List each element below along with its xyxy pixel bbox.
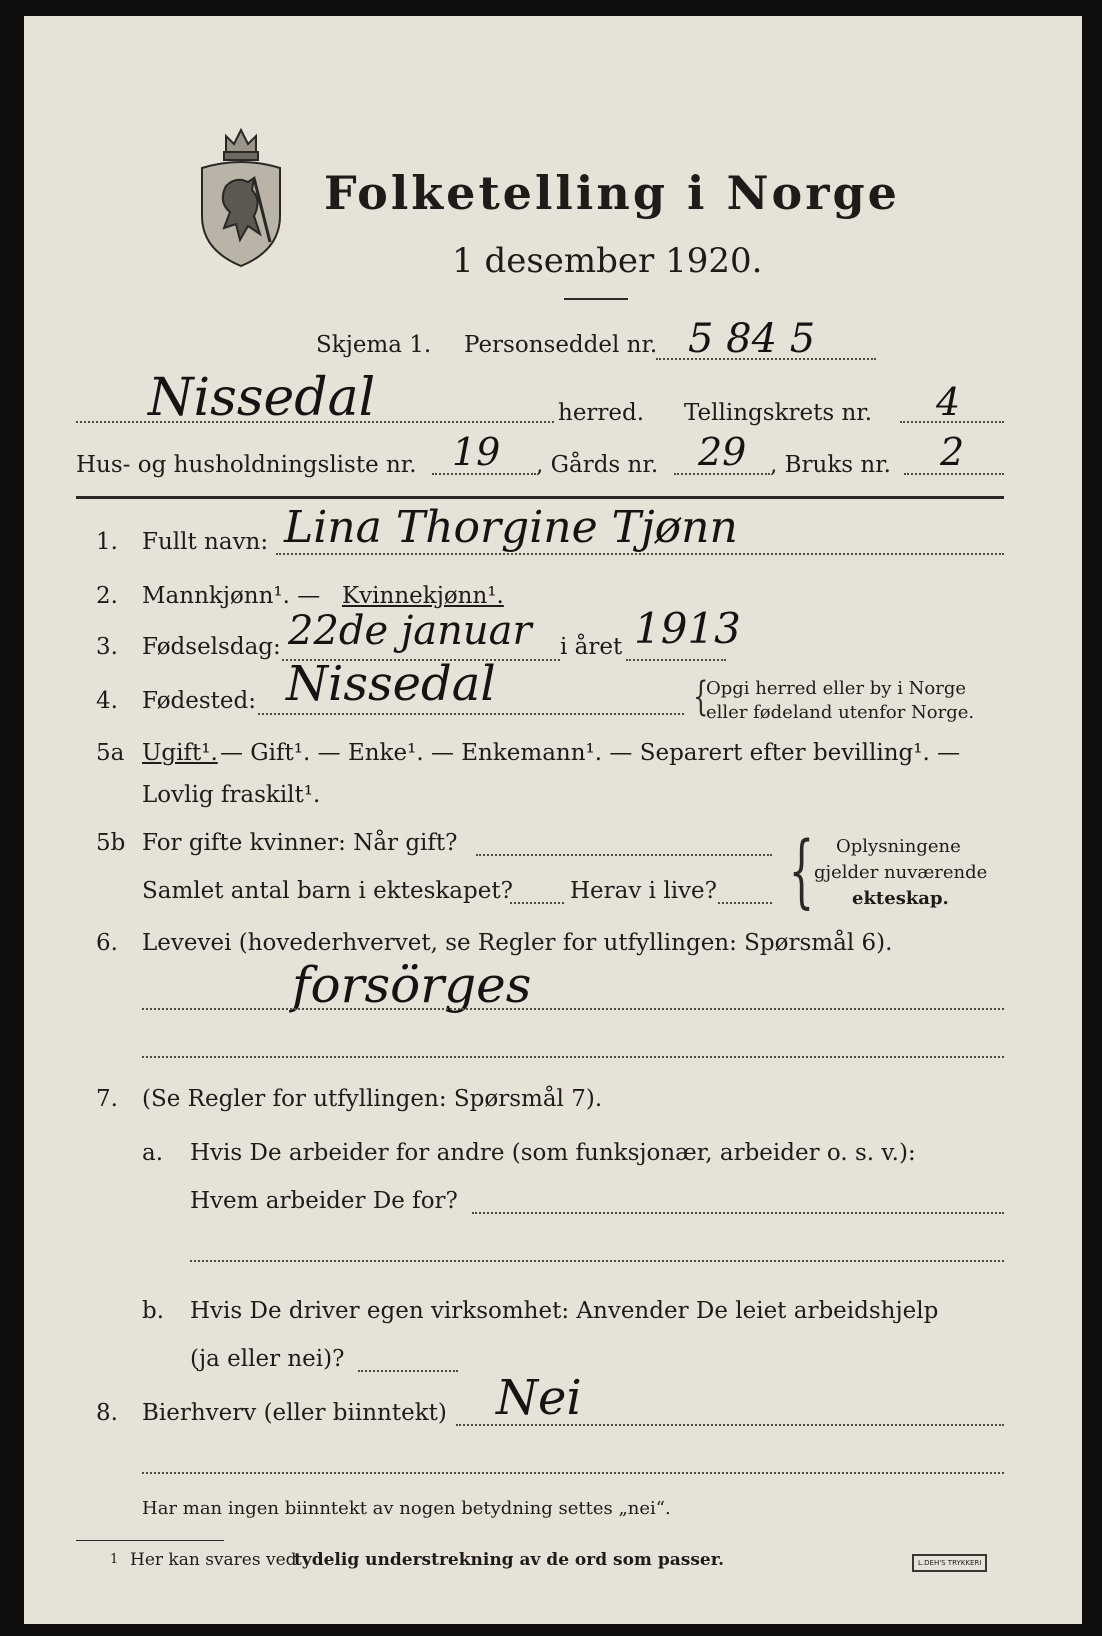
form-title: Folketelling i Norge	[324, 166, 900, 220]
bruks-label: , Bruks nr.	[770, 452, 891, 478]
herred-label: herred.	[558, 400, 645, 426]
gards-value[interactable]: 29	[698, 430, 747, 474]
q3-birth-year[interactable]: 1913	[634, 604, 741, 653]
q5b-brace: {	[788, 824, 815, 917]
q7b-line	[358, 1370, 458, 1372]
q8-line-2	[142, 1472, 1004, 1474]
tellingskrets-value[interactable]: 4	[936, 380, 961, 424]
q4-line	[258, 713, 684, 715]
q6-label: Levevei (hovederhvervet, se Regler for utfyllingen: Spørsmål 6).	[142, 930, 893, 956]
q4-label: Fødested:	[142, 688, 257, 714]
q4-number: 4.	[96, 688, 118, 714]
q7b-line2: (ja eller nei)?	[190, 1346, 345, 1372]
q6-line-2	[142, 1056, 1004, 1058]
q5b-when-married: For gifte kvinner: Når gift?	[142, 830, 458, 856]
q5b-note-2: gjelder nuværende	[814, 862, 988, 883]
coat-of-arms-icon	[196, 116, 286, 268]
q3-year-label: i året	[560, 634, 623, 660]
gards-label: , Gårds nr.	[536, 452, 659, 478]
personseddel-value[interactable]: 5 84 5	[688, 316, 816, 362]
q7-number: 7.	[96, 1086, 118, 1112]
q3-birth-day[interactable]: 22de januar	[288, 608, 532, 654]
q5b-note-1: Oplysningene	[836, 836, 961, 857]
q5b-children: Samlet antal barn i ekteskapet?	[142, 878, 513, 904]
q5b-when-line	[476, 854, 772, 856]
footnote-rule	[76, 1540, 224, 1541]
q7a-line-2	[190, 1260, 1004, 1262]
q5a-ugift[interactable]: Ugift¹.	[142, 740, 218, 766]
q2-number: 2.	[96, 583, 118, 609]
section-rule	[76, 496, 1004, 499]
footnote-marker: 1	[110, 1552, 119, 1567]
bruks-value[interactable]: 2	[940, 430, 965, 474]
q3-number: 3.	[96, 634, 118, 660]
income-note: Har man ingen biinntekt av nogen betydning settes „nei“.	[142, 1498, 671, 1519]
q1-line	[276, 553, 1004, 555]
footnote-text-a: Her kan svares ved	[130, 1550, 297, 1570]
q4-note-2: eller fødeland utenfor Norge.	[706, 702, 975, 723]
q5a-options[interactable]: — Gift¹. — Enke¹. — Enkemann¹. — Separert efter bevilling¹. —	[220, 740, 961, 766]
q7a-line2: Hvem arbeider De for?	[190, 1188, 458, 1214]
footnote-text-b: tydelig understrekning av de ord som passer.	[294, 1550, 725, 1570]
q7b-line1: Hvis De driver egen virksomhet: Anvender De leiet arbeidshjelp	[190, 1298, 939, 1324]
q5b-children-line	[510, 902, 564, 904]
q7a-line1: Hvis De arbeider for andre (som funksjonær, arbeider o. s. v.):	[190, 1140, 916, 1166]
q2-female[interactable]: Kvinnekjønn¹.	[342, 583, 504, 609]
q8-side-income[interactable]: Nei	[496, 1370, 582, 1426]
q6-occupation[interactable]: forsörges	[292, 956, 532, 1014]
q2-male[interactable]: Mannkjønn¹. —	[142, 583, 321, 609]
census-form	[24, 16, 1082, 1624]
tellingskrets-label: Tellingskrets nr.	[684, 400, 873, 426]
herred-line	[76, 421, 554, 423]
personseddel-label: Personseddel nr.	[464, 332, 658, 358]
q6-number: 6.	[96, 930, 118, 956]
q3-year-line	[626, 659, 726, 661]
q6-line-1	[142, 1008, 1004, 1010]
q5b-note-3: ekteskap.	[852, 888, 949, 909]
schema-label: Skjema 1.	[316, 332, 432, 358]
divider	[564, 298, 628, 300]
q1-full-name[interactable]: Lina Thorgine Tjønn	[284, 502, 738, 553]
q5a-number: 5a	[96, 740, 125, 766]
q4-note-1: Opgi herred eller by i Norge	[706, 678, 967, 699]
q5b-number: 5b	[96, 830, 126, 856]
q8-label: Bierhverv (eller biinntekt)	[142, 1400, 447, 1426]
husliste-value[interactable]: 19	[452, 430, 501, 474]
q5a-lovlig-fraskilt[interactable]: Lovlig fraskilt¹.	[142, 782, 321, 808]
q1-number: 1.	[96, 529, 118, 555]
q7-label: (Se Regler for utfyllingen: Spørsmål 7).	[142, 1086, 603, 1112]
q1-label: Fullt navn:	[142, 529, 269, 555]
q7a-line	[472, 1212, 1004, 1214]
q8-number: 8.	[96, 1400, 118, 1426]
q4-birthplace[interactable]: Nissedal	[286, 656, 496, 712]
herred-value[interactable]: Nissedal	[148, 368, 376, 428]
q7a-letter: a.	[142, 1140, 164, 1166]
form-date: 1 desember 1920.	[452, 241, 763, 281]
q3-label: Fødselsdag:	[142, 634, 281, 660]
q5b-alive: Herav i live?	[570, 878, 717, 904]
q5b-alive-line	[718, 902, 772, 904]
q4-brace: {	[693, 674, 709, 720]
q7b-letter: b.	[142, 1298, 165, 1324]
printer-stamp: L.DEH'S TRYKKERI	[912, 1554, 987, 1572]
husliste-label: Hus- og husholdningsliste nr.	[76, 452, 417, 478]
